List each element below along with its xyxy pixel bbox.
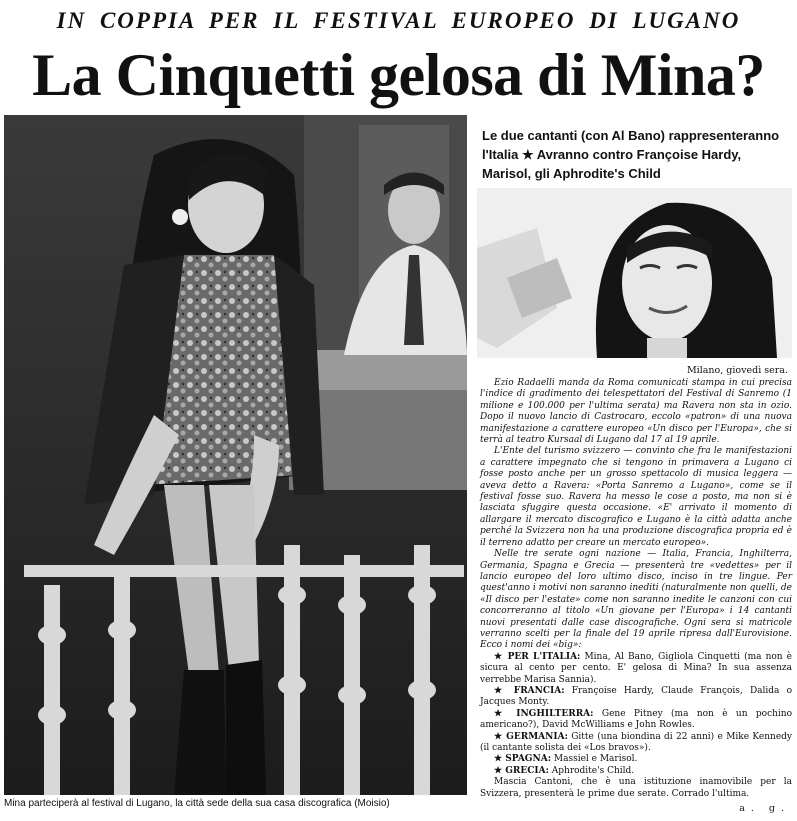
article-paragraph: L'Ente del turismo svizzero — convinto che fra le manifestazioni a carattere impegnato che si tengono in primavera a Lugano ci fosse posto anche per un grosso spettacolo di musica leggera — aveva detto a Ravera: «Porta Sanremo a Lugano», come se il festival fosse suo. Ravera ha messo le cose a posto, ma non si è lasciata sfuggire questa occasione. «E' arrivato il momento di allargare il mercato discografico e Lugano è la città adatta anche perché la Svizzera non ha una produzione discografica propria ed è il terreno adatto per creare un mercato europeo». (480, 446, 792, 548)
entry-spagna: ★ SPAGNA: Massiel e Marisol. (494, 754, 638, 765)
entry-inghilterra: ★ INGHILTERRA: Gene Pitney (ma non è un pochino americano?), David McWilliams e John Rowles. (480, 708, 793, 731)
entry-italia: ★ PER L'ITALIA: Mina, Al Bano, Gigliola Cinquetti (ma non è sicura al cento per cento. E' gelosa di Mina? In sua assenza verrebbe Marisa Sannia). (480, 651, 792, 685)
entry-francia: ★ FRANCIA: Françoise Hardy, Claude François, Dalida o Jacques Monty. (480, 685, 793, 708)
main-photo (4, 115, 467, 795)
entry-germania: ★ GERMANIA: Gitte (una biondina di 22 anni) e Mike Kennedy (il cantante solista dei «Los bravos»). (480, 731, 792, 753)
article-paragraph-last: Mascia Cantoni, che è una istituzione inamovibile per la Svizzera, presenterà le prime due serate. Corrado l'ultima. (480, 777, 792, 799)
main-photo-image (4, 115, 467, 795)
side-photo-image (477, 188, 792, 358)
entry-grecia: ★ GRECIA: Aphrodite's Child. (494, 765, 635, 776)
article-paragraph: Nelle tre serate ogni nazione — Italia, Francia, Inghilterra, Germania, Spagna e Grecia — presenterà tre «vedettes» per il lancio europeo del loro ultimo disco, inciso in tre lingue. Per quest'anno i motivi non saranno inediti (naturalmente non quelli, de «Il disco per l'estate» come non saranno inedite le canzoni con cui concorreranno al titolo «Un giovane per l'Europa» i 14 cantanti nuovi presentati dalle case discografiche. Ogni sera si matricole verranno scelti per la finale del 19 aprile ripresa dall'Eurovisione. Ecco i nomi dei «big»: (480, 549, 792, 651)
subheadline: Le due cantanti (con Al Bano) rappresenteranno l'Italia ★ Avranno contro Françoise Hardy, Marisol, gli Aphrodite's Child (482, 128, 780, 181)
side-photo (477, 188, 792, 358)
headline: La Cinquetti gelosa di Mina? (32, 42, 765, 108)
byline: a. g. (739, 803, 790, 814)
dateline: Milano, giovedì sera. (686, 365, 788, 376)
article-body (480, 378, 792, 800)
article-paragraph: Ezio Radaelli manda da Roma comunicati stampa in cui precisa l'indice di gradimento dei telespettatori del Festival di Sanremo (1 milione e 100.000 per l'ultima serata) ma Ravera non sta in ozio. Dopo il nuovo lancio di Castrocaro, eccolo «patron» di una nuova manifestazione a carattere europeo «Un disco per l'Europa», che si terrà al teatro Kursaal di Lugano dal 17 al 19 aprile. (480, 378, 792, 446)
main-photo-caption: Mina parteciperà al festival di Lugano, la città sede della sua casa discografica (Moisio) (4, 798, 390, 809)
kicker-line: IN COPPIA PER IL FESTIVAL EUROPEO DI LUGANO (56, 8, 741, 33)
